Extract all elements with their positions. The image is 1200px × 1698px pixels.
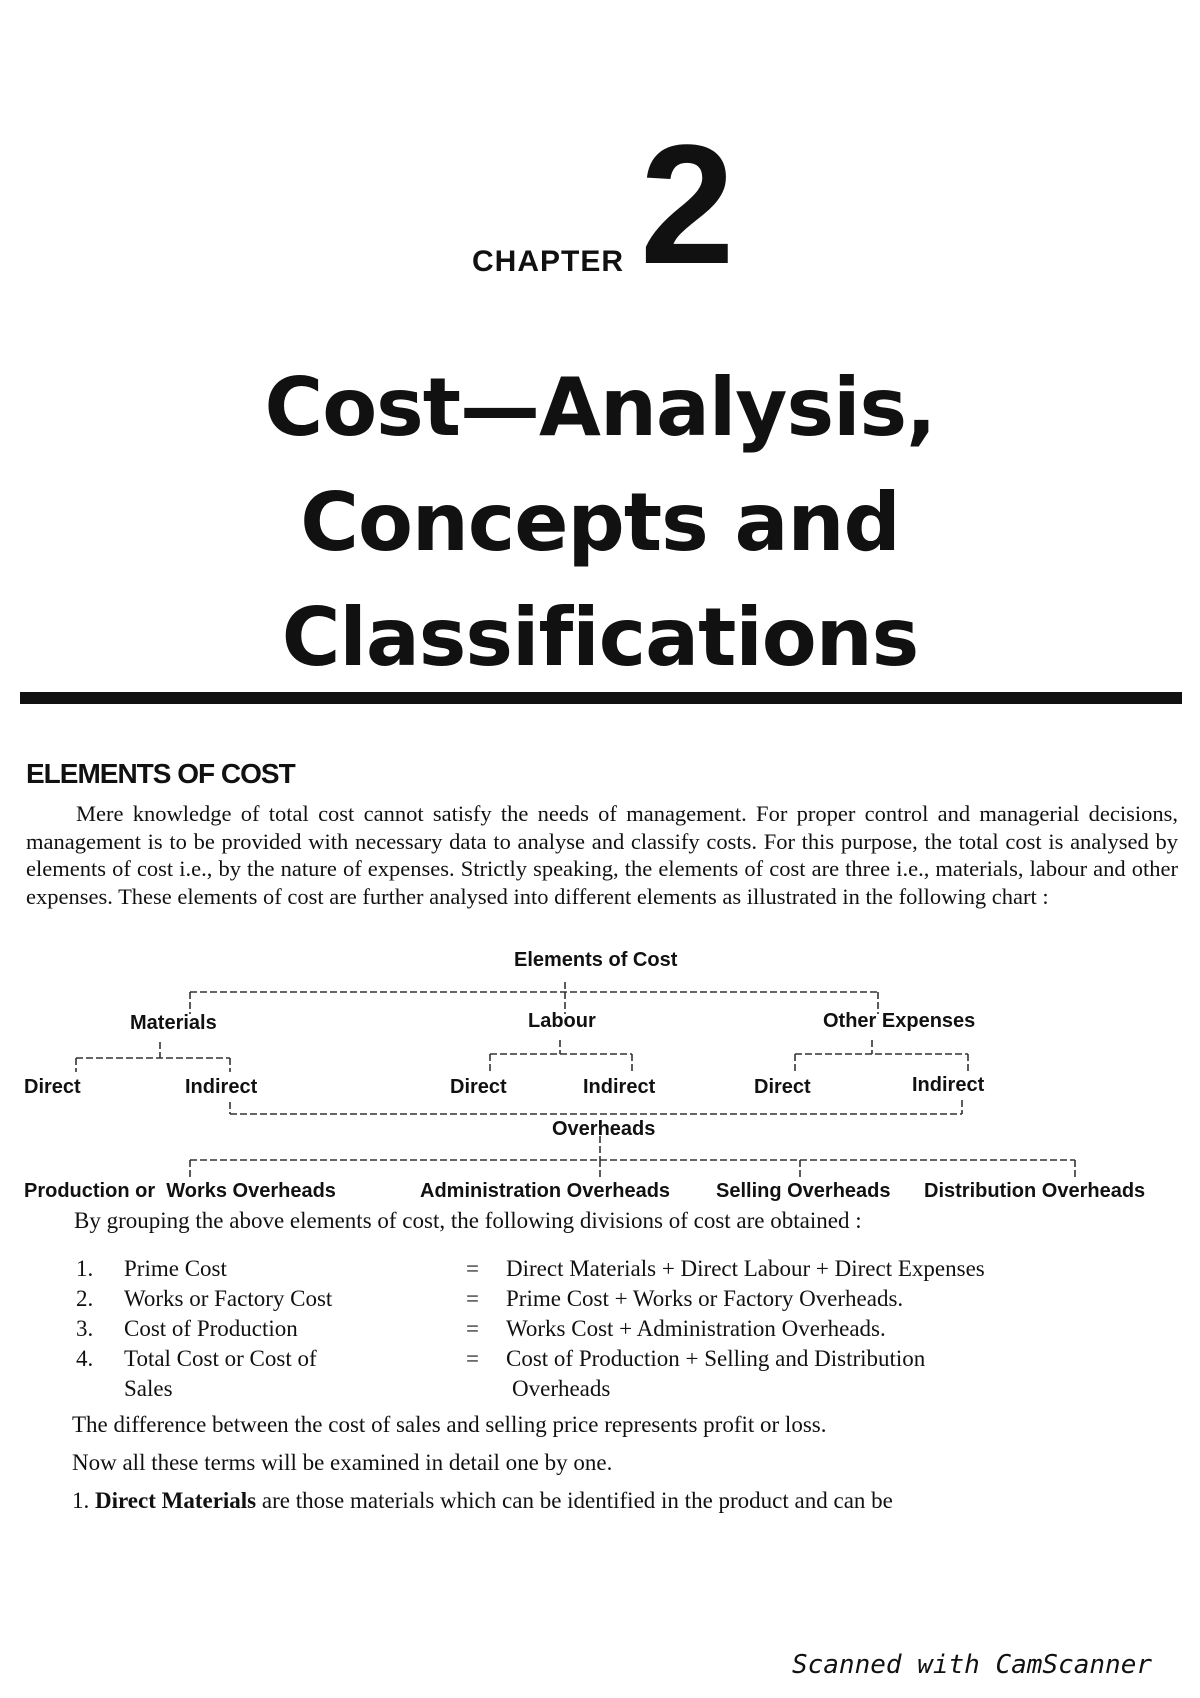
direct-materials-sentence [72, 1488, 893, 1514]
chart-node-materials: Materials [130, 1012, 217, 1034]
chart-node-other-indirect: Indirect [912, 1074, 985, 1096]
division-equals: = [466, 1286, 479, 1311]
division-number: 1. [76, 1256, 94, 1281]
direct-materials-number: 1. [72, 1488, 90, 1513]
chapter-title-line-1: Cost—Analysis, [264, 361, 936, 454]
direct-materials-term: Direct Materials [95, 1488, 257, 1513]
division-term: Works or Factory Cost [124, 1286, 333, 1311]
chart-title: Elements of Cost [514, 949, 678, 971]
division-equals: = [466, 1256, 479, 1281]
chart-node-overheads: Overheads [552, 1118, 656, 1140]
chapter-label: CHAPTER [472, 245, 625, 278]
division-number: 4. [76, 1346, 94, 1371]
division-equals: = [466, 1316, 479, 1341]
division-number: 2. [76, 1286, 94, 1311]
chart-node-distribution-overheads: Distribution Overheads [924, 1180, 1146, 1202]
division-equals: = [466, 1346, 479, 1371]
chart-node-selling-overheads: Selling Overheads [716, 1180, 891, 1202]
chart-node-materials-indirect: Indirect [185, 1076, 258, 1098]
division-number: 3. [76, 1316, 94, 1341]
section-heading: ELEMENTS OF COST [26, 758, 295, 789]
chart-node-labour-indirect: Indirect [583, 1076, 656, 1098]
difference-sentence: The difference between the cost of sales and selling price represents profit or loss. [72, 1412, 827, 1437]
chapter-title-line-2: Concepts and [300, 476, 900, 569]
division-term-continued: Sales [124, 1376, 173, 1401]
division-term: Cost of Production [124, 1316, 298, 1341]
division-formula: Direct Materials + Direct Labour + Direct Expenses [506, 1256, 985, 1281]
chart-node-other-expenses: Other Expenses [823, 1010, 976, 1032]
chart-node-administration-overheads: Administration Overheads [420, 1180, 671, 1202]
division-term: Prime Cost [124, 1256, 227, 1281]
chapter-number: 2 [640, 110, 735, 300]
division-formula: Prime Cost + Works or Factory Overheads. [506, 1286, 904, 1311]
chart-node-production-overheads: Production or Works Overheads [24, 1180, 336, 1202]
scanner-watermark: Scanned with CamScanner [791, 1650, 1152, 1680]
division-formula: Cost of Production + Selling and Distribution [506, 1346, 926, 1371]
chart-node-labour-direct: Direct [450, 1076, 507, 1098]
grouping-sentence: By grouping the above elements of cost, the following divisions of cost are obtained : [74, 1208, 862, 1233]
chart-node-materials-direct: Direct [24, 1076, 81, 1098]
chart-node-other-direct: Direct [754, 1076, 811, 1098]
examine-sentence: Now all these terms will be examined in detail one by one. [72, 1450, 613, 1475]
division-formula: Works Cost + Administration Overheads. [506, 1316, 886, 1341]
intro-paragraph-text: Mere knowledge of total cost cannot satisfy the needs of management. For proper control and managerial decisions, management is to be provided with necessary data to analyse and classify costs. For this purpose, the total cost is analysed by elements of cost i.e., by the nature of expenses. Strictly speaking, the elements of cost are three i.e., materials, labour and other expenses. These elements of cost are further analysed into different elements as illustrated in the following chart : [26, 801, 1178, 909]
division-term: Total Cost or Cost of [124, 1346, 317, 1371]
direct-materials-definition: are those materials which can be identified in the product and can be [261, 1488, 893, 1513]
division-formula-continued: Overheads [512, 1376, 611, 1401]
chart-node-labour: Labour [528, 1010, 596, 1032]
chapter-title-line-3: Classifications [281, 591, 919, 684]
